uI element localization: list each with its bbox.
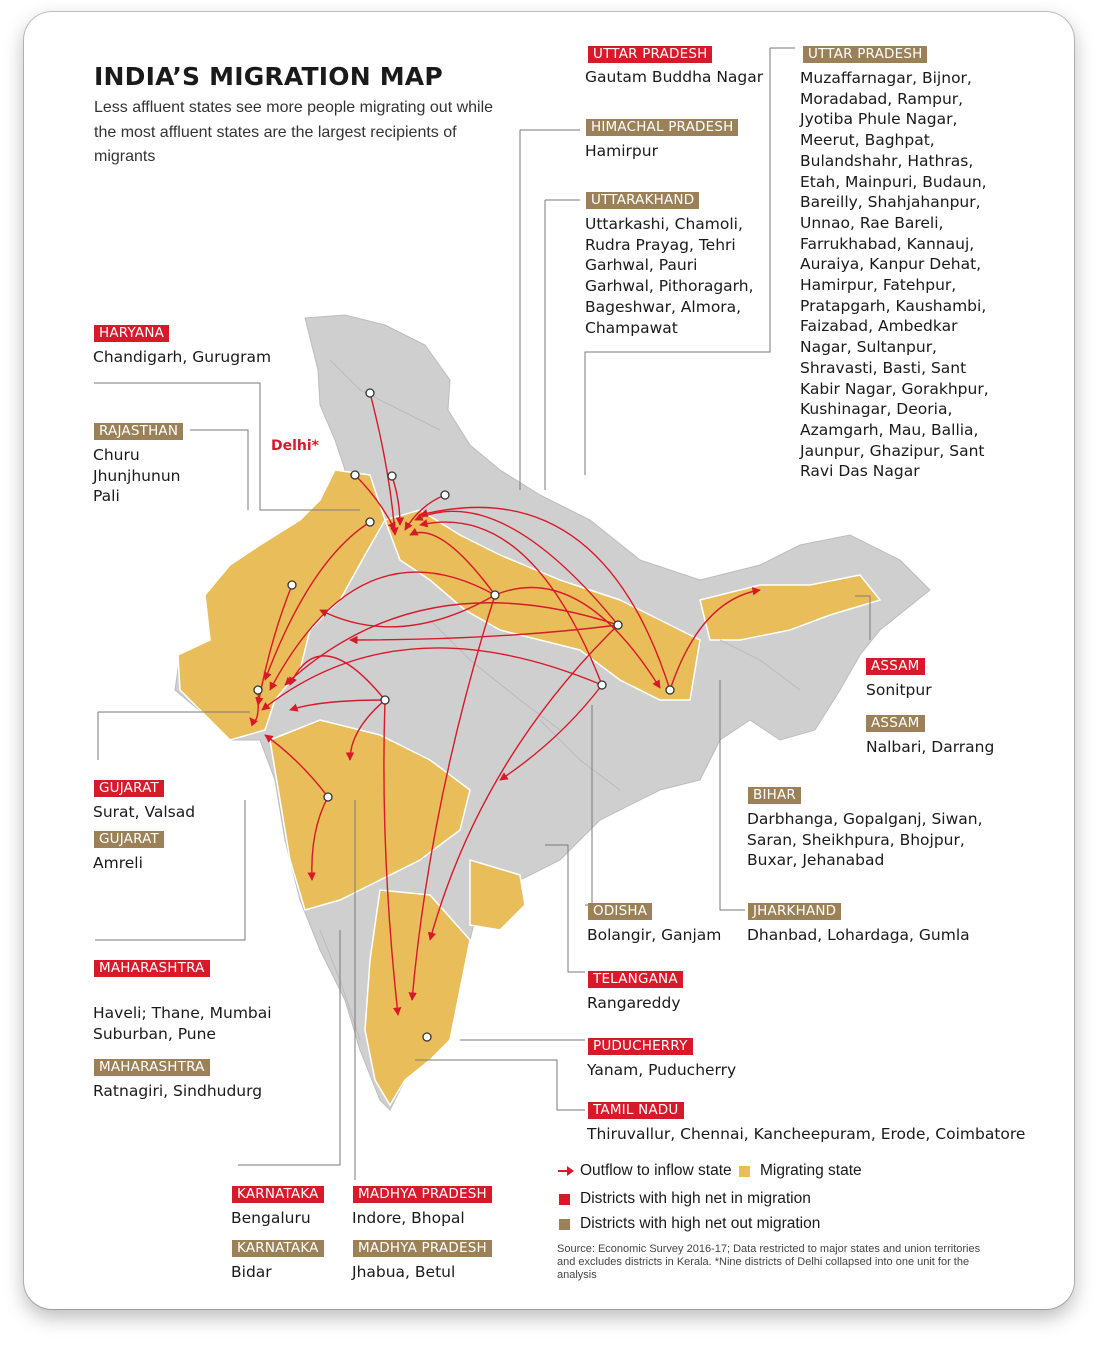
legend-out: Districts with high net out migration bbox=[580, 1215, 821, 1232]
origin-point bbox=[254, 686, 262, 694]
mp-out-tag: MADHYA PRADESH bbox=[353, 1240, 492, 1257]
map-subtitle: Less affluent states see more people migrating out while the most affluent states are the largest recipients of migrants bbox=[94, 99, 494, 165]
jh-out-tag: JHARKHAND bbox=[748, 903, 841, 920]
origin-point bbox=[324, 793, 332, 801]
mp-out-districts: Jhabua, Betul bbox=[352, 1263, 456, 1281]
up-out-tag: UTTAR PRADESH bbox=[803, 46, 927, 63]
origin-point bbox=[351, 471, 359, 479]
hp-out-districts: Hamirpur bbox=[585, 142, 658, 160]
rj-out-tag: RAJASTHAN bbox=[94, 423, 183, 440]
tg-in-districts: Rangareddy bbox=[587, 994, 681, 1012]
karnataka-tn-region bbox=[365, 890, 470, 1105]
as-out-tag: ASSAM bbox=[866, 715, 925, 732]
up-out-districts: Muzaffarnagar, Bijnor, Moradabad, Rampur, Jyotiba Phule Nagar, Meerut, Baghpat, Bulandshahr, Hathras, Etah, Mainpuri, Budaun, Bareilly, Shahjahanpur, Unnao, Rae Bareli, Farrukhabad, Kannauj, Auraiya, Kanpur Dehat, Hamirpur, Fatehpur, Pratapgarh, Kaushambi, Faizabad, Ambedkar Nagar, Sultanpur, Shravasti, Basti, Sant Kabir Nagar, Gorakhpur, Kushinagar, Deoria, Azamgarh, Mau, Ballia, Jaunpur, Ghazipur, Sant Ravi Das Nagar bbox=[800, 69, 989, 481]
ka-in-tag: KARNATAKA bbox=[232, 1186, 324, 1203]
legend-flow: Outflow to inflow state bbox=[580, 1162, 732, 1179]
legend-in: Districts with high net in migration bbox=[580, 1190, 811, 1207]
up-in-districts: Gautam Buddha Nagar bbox=[585, 68, 764, 86]
map-title: INDIA’S MIGRATION MAP bbox=[94, 62, 443, 91]
mh-out-districts: Ratnagiri, Sindhudurg bbox=[93, 1082, 263, 1100]
origin-point bbox=[598, 681, 606, 689]
gj-out-districts: Amreli bbox=[93, 854, 143, 872]
tg-in-tag: TELANGANA bbox=[588, 971, 683, 988]
legend-migrating: Migrating state bbox=[760, 1162, 862, 1179]
uk-out-districts: Uttarkashi, Chamoli, Rudra Prayag, Tehri Garhwal, Pauri Garhwal, Pithoragarh, Bageshwar, Almora, Champawat bbox=[585, 215, 754, 337]
origin-point bbox=[423, 1033, 431, 1041]
migrating-state-swatch-icon bbox=[739, 1166, 750, 1177]
delhi-label: Delhi* bbox=[271, 438, 320, 454]
origin-point bbox=[614, 621, 622, 629]
mp-in-tag: MADHYA PRADESH bbox=[353, 1186, 492, 1203]
od-out-tag: ODISHA bbox=[588, 903, 652, 920]
origin-point bbox=[366, 389, 374, 397]
tn-in-districts: Thiruvallur, Chennai, Kancheepuram, Erode, Coimbatore bbox=[587, 1125, 1026, 1143]
flow-arrow-icon bbox=[557, 1164, 577, 1178]
source-note: Source: Economic Survey 2016-17; Data restricted to major states and union territories and excludes districts in Kerala. *Nine districts of Delhi collapsed into one unit for the analysis bbox=[557, 1243, 981, 1281]
py-in-districts: Yanam, Puducherry bbox=[587, 1061, 737, 1079]
uk-out-tag: UTTARAKHAND bbox=[586, 192, 699, 209]
in-migration-swatch-icon bbox=[559, 1194, 570, 1205]
origin-point bbox=[388, 472, 396, 480]
gj-in-tag: GUJARAT bbox=[94, 780, 164, 797]
mh-out-tag: MAHARASHTRA bbox=[94, 1059, 210, 1076]
origin-point bbox=[491, 591, 499, 599]
gj-in-districts: Surat, Valsad bbox=[93, 803, 196, 821]
hr-in-districts: Chandigarh, Gurugram bbox=[93, 348, 272, 366]
up-in-tag: UTTAR PRADESH bbox=[588, 46, 712, 63]
mp-in-districts: Indore, Bhopal bbox=[352, 1209, 465, 1227]
as-out-districts: Nalbari, Darrang bbox=[866, 738, 995, 756]
origin-point bbox=[666, 686, 674, 694]
out-migration-swatch-icon bbox=[559, 1219, 570, 1230]
gj-out-tag: GUJARAT bbox=[94, 831, 164, 848]
origin-point bbox=[381, 696, 389, 704]
ka-out-tag: KARNATAKA bbox=[232, 1240, 324, 1257]
ka-in-districts: Bengaluru bbox=[231, 1209, 311, 1227]
tn-in-tag: TAMIL NADU bbox=[588, 1102, 684, 1119]
jh-out-districts: Dhanbad, Lohardaga, Gumla bbox=[747, 926, 970, 944]
od-out-districts: Bolangir, Ganjam bbox=[587, 926, 722, 944]
br-out-tag: BIHAR bbox=[748, 787, 801, 804]
mh-in-tag: MAHARASHTRA bbox=[94, 960, 210, 977]
hr-in-tag: HARYANA bbox=[94, 325, 169, 342]
ka-out-districts: Bidar bbox=[231, 1263, 272, 1281]
origin-point bbox=[366, 518, 374, 526]
br-out-districts: Darbhanga, Gopalganj, Siwan, Saran, Sheikhpura, Bhojpur, Buxar, Jehanabad bbox=[747, 810, 983, 870]
hp-out-tag: HIMACHAL PRADESH bbox=[586, 119, 738, 136]
as-in-tag: ASSAM bbox=[866, 658, 925, 675]
origin-point bbox=[441, 491, 449, 499]
origin-point bbox=[288, 581, 296, 589]
rj-out-districts: Churu Jhunjhunun Pali bbox=[93, 446, 181, 506]
py-in-tag: PUDUCHERRY bbox=[588, 1038, 693, 1055]
mh-in-districts: Haveli; Thane, Mumbai Suburban, Pune bbox=[93, 1004, 272, 1043]
as-in-districts: Sonitpur bbox=[866, 681, 932, 699]
